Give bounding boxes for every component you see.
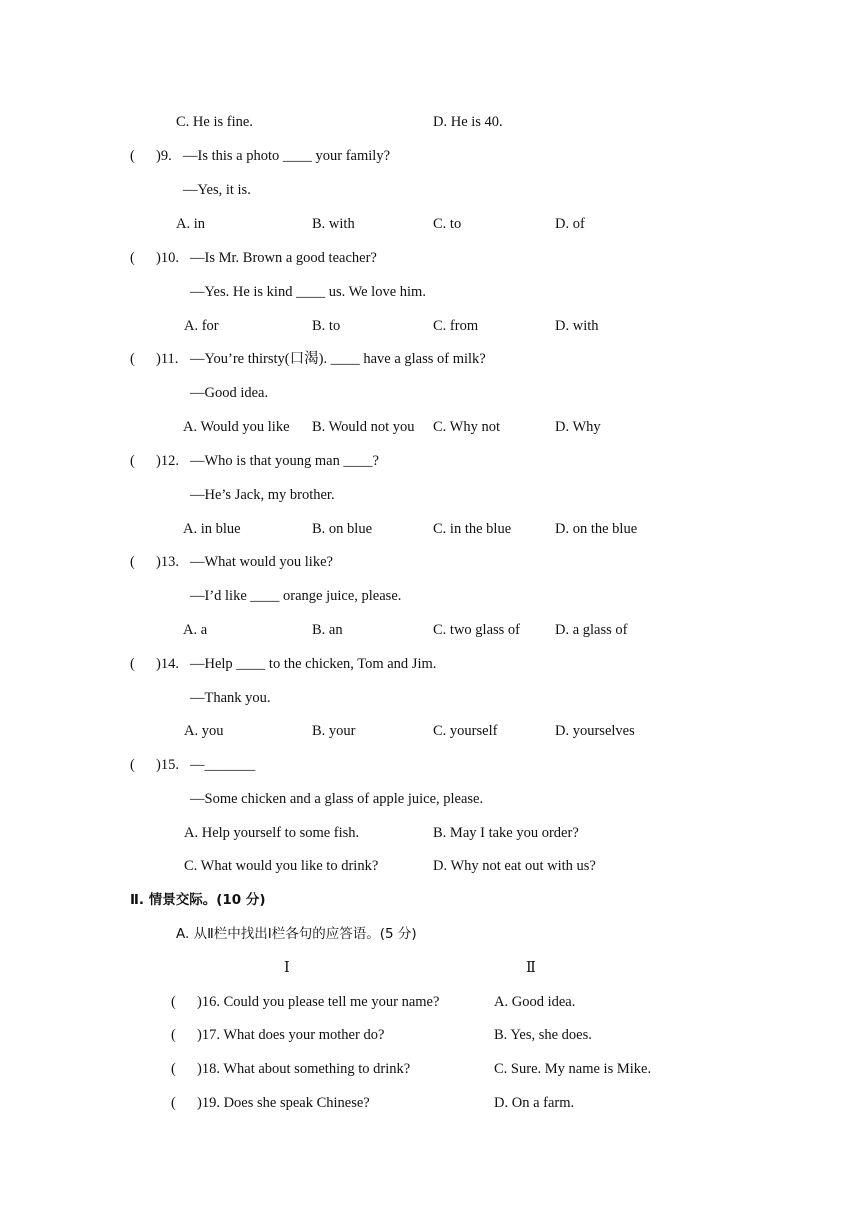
- option-b: B. on blue: [312, 521, 373, 537]
- question-prompt: —Help ____ to the chicken, Tom and Jim.: [190, 656, 437, 672]
- match-question: )16. Could you please tell me your name?: [197, 994, 440, 1010]
- column-header-ii: Ⅱ: [526, 960, 536, 976]
- answer-paren-open: (: [130, 656, 135, 672]
- question-response: —Thank you.: [190, 690, 271, 706]
- option-b: B. an: [312, 622, 343, 638]
- option-c: C. Why not: [433, 419, 500, 435]
- option-c: C. yourself: [433, 723, 498, 739]
- option-a: A. a: [183, 622, 208, 638]
- question-prompt: —Is Mr. Brown a good teacher?: [190, 250, 377, 266]
- question-number: )12.: [156, 453, 179, 469]
- question-response: —Some chicken and a glass of apple juice, please.: [190, 791, 484, 807]
- match-question: )19. Does she speak Chinese?: [197, 1095, 370, 1111]
- option-d: D. on the blue: [555, 521, 638, 537]
- question-prompt: —Who is that young man ____?: [190, 453, 379, 469]
- answer-paren-open: (: [130, 351, 135, 367]
- match-answer: A. Good idea.: [494, 994, 576, 1010]
- option-b: B. your: [312, 723, 356, 739]
- q8-option-c: C. He is fine.: [176, 114, 253, 130]
- option-a: A. Would you like: [183, 419, 290, 435]
- question-response: —Good idea.: [190, 385, 269, 401]
- answer-paren-open: (: [171, 994, 176, 1010]
- option-d: D. Why not eat out with us?: [433, 858, 596, 874]
- match-answer: C. Sure. My name is Mike.: [494, 1061, 652, 1077]
- match-answer: B. Yes, she does.: [494, 1027, 592, 1043]
- option-a: A. in blue: [183, 521, 241, 537]
- question-number: )9.: [156, 148, 172, 164]
- option-a: A. in: [176, 216, 205, 232]
- answer-paren-open: (: [171, 1061, 176, 1077]
- question-number: )14.: [156, 656, 179, 672]
- answer-paren-open: (: [171, 1095, 176, 1111]
- question-prompt: —You’re thirsty(口渴). ____ have a glass of milk?: [190, 351, 486, 367]
- question-prompt: —_______: [190, 757, 256, 773]
- q8-option-d: D. He is 40.: [433, 114, 503, 130]
- question-response: —Yes, it is.: [183, 182, 251, 198]
- answer-paren-open: (: [130, 554, 135, 570]
- option-a: A. for: [184, 318, 219, 334]
- match-question: )18. What about something to drink?: [197, 1061, 411, 1077]
- answer-paren-open: (: [130, 250, 135, 266]
- option-b: B. May I take you order?: [433, 825, 579, 841]
- option-d: D. yourselves: [555, 723, 635, 739]
- option-c: C. What would you like to drink?: [184, 858, 379, 874]
- option-d: D. of: [555, 216, 585, 232]
- option-a: A. you: [184, 723, 224, 739]
- question-number: )10.: [156, 250, 179, 266]
- option-a: A. Help yourself to some fish.: [184, 825, 360, 841]
- section-title: Ⅱ. 情景交际。(10 分): [130, 892, 266, 908]
- option-d: D. with: [555, 318, 599, 334]
- match-answer: D. On a farm.: [494, 1095, 575, 1111]
- question-number: )11.: [156, 351, 179, 367]
- answer-paren-open: (: [130, 148, 135, 164]
- option-d: D. a glass of: [555, 622, 628, 638]
- option-b: B. Would not you: [312, 419, 415, 435]
- question-response: —I’d like ____ orange juice, please.: [190, 588, 402, 604]
- answer-paren-open: (: [171, 1027, 176, 1043]
- answer-paren-open: (: [130, 453, 135, 469]
- question-prompt: —Is this a photo ____ your family?: [183, 148, 391, 164]
- match-question: )17. What does your mother do?: [197, 1027, 385, 1043]
- option-c: C. from: [433, 318, 479, 334]
- option-d: D. Why: [555, 419, 601, 435]
- option-b: B. to: [312, 318, 341, 334]
- question-response: —He’s Jack, my brother.: [190, 487, 335, 503]
- option-c: C. two glass of: [433, 622, 520, 638]
- question-number: )15.: [156, 757, 179, 773]
- option-c: C. in the blue: [433, 521, 512, 537]
- column-header-i: Ⅰ: [284, 960, 290, 976]
- option-b: B. with: [312, 216, 355, 232]
- question-prompt: —What would you like?: [190, 554, 333, 570]
- answer-paren-open: (: [130, 757, 135, 773]
- part-a-instruction: A. 从Ⅱ栏中找出Ⅰ栏各句的应答语。(5 分): [176, 926, 417, 942]
- question-response: —Yes. He is kind ____ us. We love him.: [190, 284, 426, 300]
- question-number: )13.: [156, 554, 179, 570]
- option-c: C. to: [433, 216, 462, 232]
